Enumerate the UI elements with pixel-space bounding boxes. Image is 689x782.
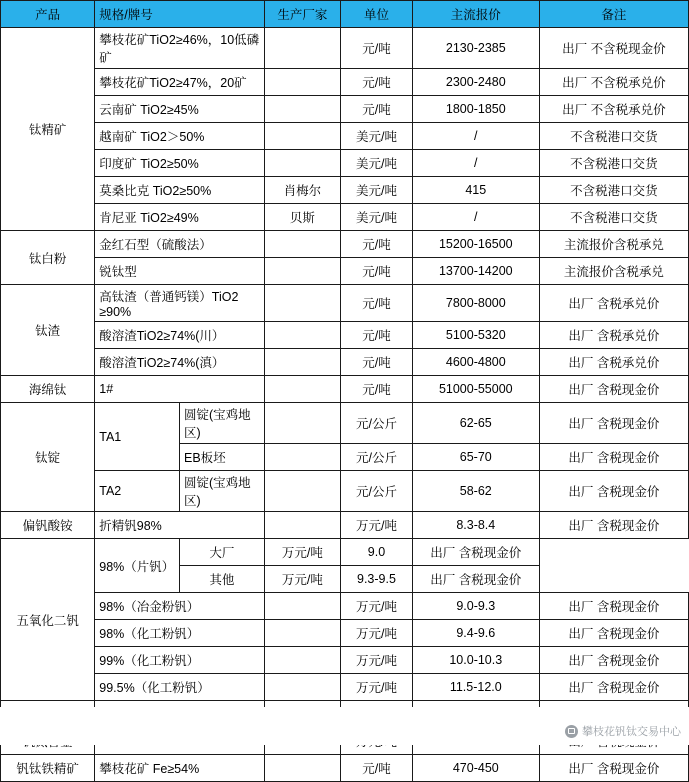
cell-note: 出厂 含税现金价 — [539, 471, 688, 512]
cell-spec: 98%（冶金粉钒） — [95, 593, 264, 620]
cell-manufacturer: 贝斯 — [264, 204, 340, 231]
cell-price: 2300-2480 — [412, 69, 539, 96]
cell-spec: TA1 — [95, 403, 180, 471]
table-row — [1, 403, 689, 444]
cell-spec: 99.5%（化工粉钒） — [95, 674, 264, 701]
table-row — [1, 539, 689, 566]
cell-price: 62-65 — [412, 403, 539, 444]
cell-product: 钛渣 — [1, 285, 95, 376]
cell-spec: 攀枝花矿 Fe≥54% — [95, 755, 264, 782]
cell-note: 出厂 含税承兑价 — [539, 322, 688, 349]
cell-manufacturer: 大厂 — [180, 539, 265, 566]
cell-manufacturer — [264, 755, 340, 782]
table-row — [1, 231, 689, 258]
cell-spec: 锐钛型 — [95, 258, 264, 285]
cell-unit: 元/吨 — [341, 258, 413, 285]
table-row — [1, 258, 689, 285]
cell-spec-sub: EB板坯 — [180, 444, 265, 471]
cell-spec: 99%（化工粉钒） — [95, 647, 264, 674]
table-row — [1, 512, 689, 539]
cell-spec: 莫桑比克 TiO2≥50% — [95, 177, 264, 204]
cell-note: 主流报价含税承兑 — [539, 258, 688, 285]
cell-spec: TA2 — [95, 471, 180, 512]
column-header-note: 备注 — [539, 1, 688, 28]
cell-note: 出厂 不含税承兑价 — [539, 96, 688, 123]
table-row — [1, 177, 689, 204]
cell-note: 出厂 含税承兑价 — [539, 349, 688, 376]
cell-product: 钛白粉 — [1, 231, 95, 285]
cell-manufacturer — [264, 258, 340, 285]
cell-spec: 云南矿 TiO2≥45% — [95, 96, 264, 123]
cell-spec: 98%（片钒） — [95, 539, 180, 593]
cell-spec-sub: 圆锭(宝鸡地区) — [180, 403, 265, 444]
cell-note: 出厂 不含税现金价 — [539, 28, 688, 69]
cell-unit: 元/公斤 — [341, 444, 413, 471]
cell-unit: 元/吨 — [341, 231, 413, 258]
cell-manufacturer — [264, 123, 340, 150]
cell-price: 9.4-9.6 — [412, 620, 539, 647]
cell-manufacturer — [264, 471, 340, 512]
cell-unit: 元/吨 — [341, 349, 413, 376]
cell-price: / — [412, 150, 539, 177]
table-row — [1, 28, 689, 69]
table-row — [1, 376, 689, 403]
cell-note: 出厂 含税现金价 — [539, 755, 688, 782]
cell-manufacturer — [264, 150, 340, 177]
table-row — [1, 285, 689, 322]
cell-price: 9.0 — [341, 539, 413, 566]
footer-bar — [0, 707, 689, 745]
cell-manufacturer — [264, 674, 340, 701]
cell-manufacturer — [264, 231, 340, 258]
cell-spec: 金红石型（硫酸法） — [95, 231, 264, 258]
cell-unit: 美元/吨 — [341, 177, 413, 204]
table-row — [1, 322, 689, 349]
cell-spec: 折精钒98% — [95, 512, 264, 539]
cell-unit: 美元/吨 — [341, 150, 413, 177]
table-row — [1, 593, 689, 620]
cell-unit: 元/公斤 — [341, 471, 413, 512]
cell-unit: 万元/吨 — [341, 593, 413, 620]
cell-unit: 元/吨 — [341, 96, 413, 123]
cell-manufacturer — [264, 444, 340, 471]
cell-manufacturer — [264, 28, 340, 69]
table-row — [1, 69, 689, 96]
cell-note: 出厂 含税现金价 — [539, 674, 688, 701]
cell-manufacturer — [264, 403, 340, 444]
cell-manufacturer — [264, 647, 340, 674]
cell-manufacturer — [264, 376, 340, 403]
cell-unit: 元/公斤 — [341, 403, 413, 444]
cell-product: 海绵钛 — [1, 376, 95, 403]
cell-note: 出厂 含税现金价 — [412, 566, 539, 593]
table-header — [1, 1, 689, 28]
cell-note: 出厂 含税现金价 — [539, 403, 688, 444]
cell-spec-sub: 圆锭(宝鸡地区) — [180, 471, 265, 512]
cell-note: 出厂 含税现金价 — [539, 593, 688, 620]
cell-unit: 万元/吨 — [341, 512, 413, 539]
cell-product: 五氧化二钒 — [1, 539, 95, 701]
column-header-price: 主流报价 — [412, 1, 539, 28]
cell-manufacturer — [264, 349, 340, 376]
cell-manufacturer — [264, 512, 340, 539]
cell-price: 13700-14200 — [412, 258, 539, 285]
cell-price: / — [412, 204, 539, 231]
cell-note: 出厂 含税现金价 — [539, 647, 688, 674]
cell-spec: 1# — [95, 376, 264, 403]
cell-note: 出厂 含税现金价 — [539, 512, 688, 539]
cell-price: / — [412, 123, 539, 150]
cell-spec: 印度矿 TiO2≥50% — [95, 150, 264, 177]
cell-note: 出厂 含税现金价 — [539, 376, 688, 403]
cell-product: 钒钛铁精矿 — [1, 755, 95, 782]
cell-price: 10.0-10.3 — [412, 647, 539, 674]
cell-product: 偏钒酸铵 — [1, 512, 95, 539]
cell-price: 15200-16500 — [412, 231, 539, 258]
cell-manufacturer — [264, 620, 340, 647]
table-row — [1, 96, 689, 123]
cell-manufacturer — [264, 285, 340, 322]
cell-unit: 美元/吨 — [341, 123, 413, 150]
column-header-spec: 规格/牌号 — [95, 1, 264, 28]
cell-price: 7800-8000 — [412, 285, 539, 322]
cell-note: 不含税港口交货 — [539, 204, 688, 231]
cell-note: 不含税港口交货 — [539, 150, 688, 177]
cell-manufacturer — [264, 96, 340, 123]
cell-manufacturer — [264, 593, 340, 620]
cell-price: 65-70 — [412, 444, 539, 471]
table-row — [1, 674, 689, 701]
cell-unit: 元/吨 — [341, 322, 413, 349]
cell-unit: 元/吨 — [341, 28, 413, 69]
cell-note: 出厂 含税承兑价 — [539, 285, 688, 322]
cell-note: 出厂 含税现金价 — [539, 620, 688, 647]
cell-note: 出厂 不含税承兑价 — [539, 69, 688, 96]
cell-manufacturer — [264, 69, 340, 96]
cell-unit: 美元/吨 — [341, 204, 413, 231]
cell-unit: 万元/吨 — [341, 674, 413, 701]
cell-manufacturer: 肖梅尔 — [264, 177, 340, 204]
cell-spec: 酸溶渣TiO2≥74%(川） — [95, 322, 264, 349]
cell-spec: 攀枝花矿TiO2≥47%，20矿 — [95, 69, 264, 96]
cell-price: 470-450 — [412, 755, 539, 782]
table-row — [1, 204, 689, 231]
cell-unit: 万元/吨 — [264, 566, 340, 593]
watermark — [565, 723, 681, 739]
cell-unit: 元/吨 — [341, 69, 413, 96]
cell-spec: 酸溶渣TiO2≥74%(滇） — [95, 349, 264, 376]
cell-price: 1800-1850 — [412, 96, 539, 123]
column-header-product: 产品 — [1, 1, 95, 28]
table-row — [1, 755, 689, 782]
cell-spec: 肯尼亚 TiO2≥49% — [95, 204, 264, 231]
cell-note: 不含税港口交货 — [539, 177, 688, 204]
cell-note: 主流报价含税承兑 — [539, 231, 688, 258]
cell-unit: 万元/吨 — [341, 620, 413, 647]
cell-price: 51000-55000 — [412, 376, 539, 403]
cell-price: 11.5-12.0 — [412, 674, 539, 701]
cell-spec: 98%（化工粉钒） — [95, 620, 264, 647]
table-row — [1, 123, 689, 150]
cell-note: 不含税港口交货 — [539, 123, 688, 150]
cell-manufacturer — [264, 322, 340, 349]
table-row — [1, 620, 689, 647]
cell-unit: 万元/吨 — [264, 539, 340, 566]
column-header-manufacturer: 生产厂家 — [264, 1, 340, 28]
cell-price: 4600-4800 — [412, 349, 539, 376]
table-row — [1, 150, 689, 177]
cell-spec: 越南矿 TiO2＞50% — [95, 123, 264, 150]
table-body — [1, 28, 689, 782]
cell-price: 58-62 — [412, 471, 539, 512]
cell-price: 9.3-9.5 — [341, 566, 413, 593]
column-header-unit: 单位 — [341, 1, 413, 28]
table-row — [1, 349, 689, 376]
watermark-logo-icon — [565, 725, 578, 738]
cell-price: 9.0-9.3 — [412, 593, 539, 620]
cell-spec: 攀枝花矿TiO2≥46%，10低磷矿 — [95, 28, 264, 69]
table-header-row — [1, 1, 689, 28]
cell-manufacturer: 其他 — [180, 566, 265, 593]
watermark-text: 攀枝花钒钛交易中心 — [582, 726, 681, 738]
table-row — [1, 471, 689, 512]
cell-unit: 万元/吨 — [341, 647, 413, 674]
table-row — [1, 647, 689, 674]
cell-price: 415 — [412, 177, 539, 204]
cell-price: 2130-2385 — [412, 28, 539, 69]
cell-price: 8.3-8.4 — [412, 512, 539, 539]
cell-unit: 元/吨 — [341, 755, 413, 782]
cell-note: 出厂 含税现金价 — [539, 444, 688, 471]
cell-note: 出厂 含税现金价 — [412, 539, 539, 566]
cell-product: 钛精矿 — [1, 28, 95, 231]
cell-unit: 元/吨 — [341, 376, 413, 403]
cell-spec: 高钛渣（普通钙镁）TiO2 ≥90% — [95, 285, 264, 322]
cell-unit: 元/吨 — [341, 285, 413, 322]
cell-price: 5100-5320 — [412, 322, 539, 349]
cell-product: 钛锭 — [1, 403, 95, 512]
